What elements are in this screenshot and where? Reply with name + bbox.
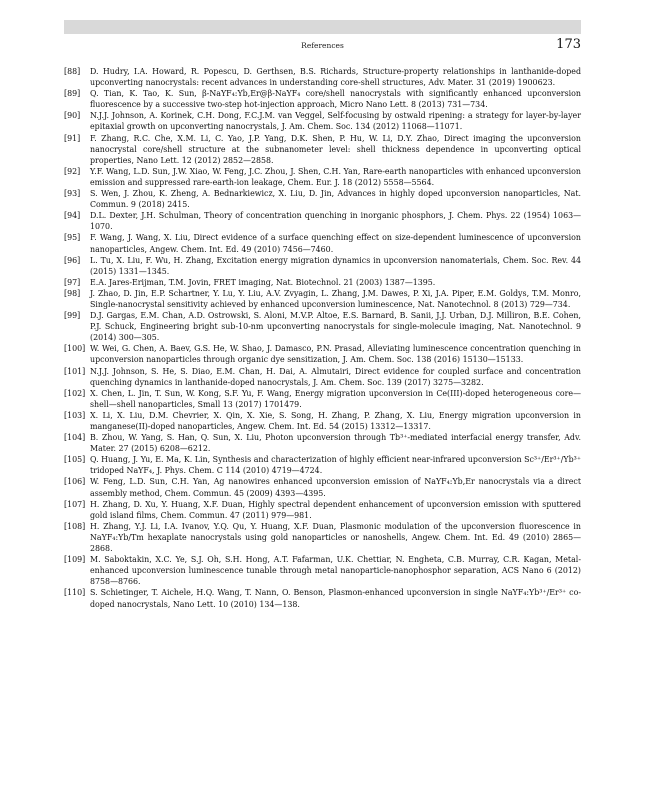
reference-number: [97] bbox=[64, 277, 81, 287]
reference-number: [110] bbox=[64, 588, 86, 598]
reference-text: B. Zhou, W. Yang, S. Han, Q. Sun, X. Liu, Photon upconversion through Tb³⁺-mediated interfacial energy transfer, Adv. Mater. 27 (2015) 6208—6212. bbox=[90, 433, 581, 454]
reference-item bbox=[64, 133, 581, 166]
reference-text: Q. Tian, K. Tao, K. Sun, β-NaYF₄:Yb,Er@β-NaYF₄ core/shell nanocrystals with significantly enhanced upconversion fluorescence by a successive two-step hot-injection approach, Micro Nano Lett. 8 (2013) 731—734. bbox=[90, 89, 581, 110]
reference-text: N.J.J. Johnson, A. Korinek, C.H. Dong, F.C.J.M. van Veggel, Self-focusing by ostwald ripening: a strategy for layer-by-layer epitaxial growth on upconverting nanocrystals, J. Am. Chem. Soc. 134 (2012) 11068—11071. bbox=[90, 111, 581, 132]
reference-text: F. Zhang, R.C. Che, X.M. Li, C. Yao, J.P. Yang, D.K. Shen, P. Hu, W. Li, D.Y. Zhao, Direct imaging the upconversion nanocrystal core/shell structure at the subnanometer level: shell thickness dependence in upconverting optical properties, Nano Lett. 12 (2012) 2852—2858. bbox=[90, 133, 581, 165]
reference-item bbox=[64, 310, 581, 343]
reference-text: Q. Huang, J. Yu, E. Ma, K. Lin, Synthesis and characterization of highly efficient near-infrared upconversion Sc³⁺/Er³⁺/Yb³⁺ tridoped NaYF₄, J. Phys. Chem. C 114 (2010) 4719—4724. bbox=[90, 455, 581, 476]
reference-item bbox=[64, 255, 581, 277]
reference-item bbox=[64, 110, 581, 132]
reference-number: [107] bbox=[64, 499, 86, 509]
reference-number: [102] bbox=[64, 388, 86, 398]
reference-text: X. Chen, L. Jin, T. Sun, W. Kong, S.F. Yu, F. Wang, Energy migration upconversion in Ce(III)-doped heterogeneous core—shell—shell nanoparticles, Small 13 (2017) 1701479. bbox=[90, 388, 581, 409]
reference-item bbox=[64, 388, 581, 410]
reference-item bbox=[64, 432, 581, 454]
reference-text: W. Feng, L.D. Sun, C.H. Yan, Ag nanowires enhanced upconversion emission of NaYF₄:Yb,Er nanocrystals via a direct assembly method, Chem. Commun. 45 (2009) 4393—4395. bbox=[90, 477, 581, 498]
reference-item bbox=[64, 277, 581, 288]
reference-number: [89] bbox=[64, 89, 81, 99]
reference-number: [105] bbox=[64, 455, 86, 465]
reference-text: S. Wen, J. Zhou, K. Zheng, A. Bednarkiewicz, X. Liu, D. Jin, Advances in highly doped upconversion nanoparticles, Nat. Commun. 9 (2018) 2415. bbox=[90, 189, 581, 210]
reference-number: [92] bbox=[64, 166, 81, 176]
reference-number: [96] bbox=[64, 255, 81, 265]
reference-text: E.A. Jares-Erijman, T.M. Jovin, FRET imaging, Nat. Biotechnol. 21 (2003) 1387—1395. bbox=[90, 277, 436, 287]
reference-item bbox=[64, 232, 581, 254]
reference-number: [108] bbox=[64, 521, 86, 531]
reference-number: [103] bbox=[64, 410, 86, 420]
reference-text: J. Zhao, D. Jin, E.P. Schartner, Y. Lu, Y. Liu, A.V. Zvyagin, L. Zhang, J.M. Dawes, P. Xi, J.A. Piper, E.M. Goldys, T.M. Monro, Single-nanocrystal sensitivity achieved by enhanced upconversion luminescence, Nat. Nanotechnol. 8 (2013) 729—734. bbox=[90, 288, 581, 309]
reference-item bbox=[64, 66, 581, 88]
reference-number: [98] bbox=[64, 288, 81, 298]
reference-item bbox=[64, 166, 581, 188]
reference-item bbox=[64, 499, 581, 521]
reference-item bbox=[64, 343, 581, 365]
reference-text: N.J.J. Johnson, S. He, S. Diao, E.M. Chan, H. Dai, A. Almutairi, Direct evidence for coupled surface and concentration quenching dynamics in lanthanide-doped nanocrystals, J. Am. Chem. Soc. 139 (2017) 3275—3282. bbox=[90, 366, 581, 387]
reference-number: [99] bbox=[64, 311, 81, 321]
reference-number: [106] bbox=[64, 477, 86, 487]
reference-item bbox=[64, 210, 581, 232]
running-title: References bbox=[301, 41, 344, 50]
reference-item bbox=[64, 587, 581, 609]
reference-item bbox=[64, 410, 581, 432]
reference-text: D.L. Dexter, J.H. Schulman, Theory of concentration quenching in inorganic phosphors, J. Chem. Phys. 22 (1954) 1063—1070. bbox=[90, 211, 581, 232]
reference-item bbox=[64, 88, 581, 110]
reference-text: S. Schietinger, T. Aichele, H.Q. Wang, T. Nann, O. Benson, Plasmon-enhanced upconversion in single NaYF₄:Yb³⁺/Er³⁺ co-doped nanocrystals, Nano Lett. 10 (2010) 134—138. bbox=[90, 588, 581, 609]
reference-item bbox=[64, 288, 581, 310]
reference-list bbox=[64, 66, 581, 610]
reference-item bbox=[64, 366, 581, 388]
reference-number: [95] bbox=[64, 233, 81, 243]
reference-number: [94] bbox=[64, 211, 81, 221]
reference-number: [109] bbox=[64, 555, 86, 565]
reference-item bbox=[64, 521, 581, 554]
reference-text: D. Hudry, I.A. Howard, R. Popescu, D. Gerthsen, B.S. Richards, Structure-property relationships in lanthanide-doped upconverting nanocrystals: recent advances in understanding core-shell structures, Adv. Mater. 31 (2019) 1900623. bbox=[90, 67, 581, 88]
reference-text: M. Saboktakin, X.C. Ye, S.J. Oh, S.H. Hong, A.T. Fafarman, U.K. Chettiar, N. Engheta, C.B. Murray, C.R. Kagan, Metal-enhanced upconversion luminescence tunable through metal nanoparticle-nanophosphor separation, ACS Nano 6 (2012) 8758—8766. bbox=[90, 555, 581, 587]
header-bar bbox=[64, 20, 581, 34]
reference-item bbox=[64, 454, 581, 476]
reference-number: [91] bbox=[64, 133, 81, 143]
reference-text: L. Tu, X. Liu, F. Wu, H. Zhang, Excitation energy migration dynamics in upconversion nanomaterials, Chem. Soc. Rev. 44 (2015) 1331—1345. bbox=[90, 255, 581, 276]
reference-number: [88] bbox=[64, 67, 81, 76]
reference-text: W. Wei, G. Chen, A. Baev, G.S. He, W. Shao, J. Damasco, P.N. Prasad, Alleviating luminescence concentration quenching in upconversion nanoparticles through organic dye sensitization, J. Am. Chem. Soc. 138 (2016) 15130—15133. bbox=[90, 344, 581, 365]
reference-text: F. Wang, J. Wang, X. Liu, Direct evidence of a surface quenching effect on size-dependent luminescence of upconversion nanoparticles, Angew. Chem. Int. Ed. 49 (2010) 7456—7460. bbox=[90, 233, 581, 254]
reference-number: [100] bbox=[64, 344, 86, 354]
reference-text: X. Li, X. Liu, D.M. Chevrier, X. Qin, X. Xie, S. Song, H. Zhang, P. Zhang, X. Liu, Energy migration upconversion in manganese(II)-doped nanoparticles, Angew. Chem. Int. Ed. 54 (2015) 13312—13317. bbox=[90, 410, 581, 431]
reference-item bbox=[64, 554, 581, 587]
page-number: 173 bbox=[556, 37, 581, 52]
reference-number: [101] bbox=[64, 366, 86, 376]
reference-number: [104] bbox=[64, 433, 86, 443]
reference-number: [93] bbox=[64, 189, 81, 199]
reference-text: D.J. Gargas, E.M. Chan, A.D. Ostrowski, S. Aloni, M.V.P. Altoe, E.S. Barnard, B. Sanii, J.J. Urban, D.J. Milliron, B.E. Cohen, P.J. Schuck, Engineering bright sub-10-nm upconverting nanocrystals for single-molecule imaging, Nat. Nanotechnol. 9 (2014) 300—305. bbox=[90, 311, 581, 343]
reference-text: H. Zhang, D. Xu, Y. Huang, X.F. Duan, Highly spectral dependent enhancement of upconversion emission with sputtered gold island films, Chem. Commun. 47 (2011) 979—981. bbox=[90, 499, 581, 520]
reference-item bbox=[64, 476, 581, 498]
reference-number: [90] bbox=[64, 111, 81, 121]
reference-item bbox=[64, 188, 581, 210]
reference-text: H. Zhang, Y.J. Li, I.A. Ivanov, Y.Q. Qu, Y. Huang, X.F. Duan, Plasmonic modulation of the upconversion fluorescence in NaYF₄:Yb/Tm hexaplate nanocrystals using gold nanoparticles or nanoshells, Angew. Chem. Int. Ed. 49 (2010) 2865—2868. bbox=[90, 521, 581, 554]
running-head bbox=[64, 38, 581, 56]
reference-text: Y.F. Wang, L.D. Sun, J.W. Xiao, W. Feng, J.C. Zhou, J. Shen, C.H. Yan, Rare-earth nanoparticles with enhanced upconversion emission and suppressed rare-earth-ion leakage, Chem. Eur. J. 18 (2012) 5558—5564. bbox=[90, 166, 581, 187]
